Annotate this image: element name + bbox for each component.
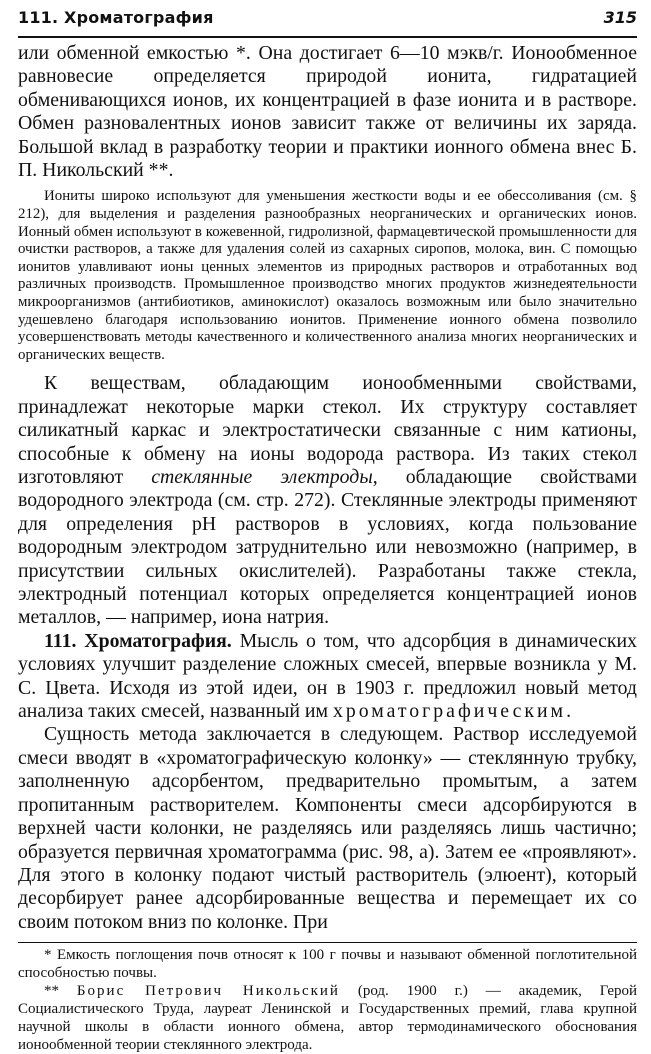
footnote-2-name: Борис Петрович Никольский (76, 983, 340, 1000)
glass-electrodes-term: стеклянные электроды (151, 466, 373, 488)
paragraph-chromatography-intro (18, 630, 637, 724)
chromatographic-term: хроматографическим. (332, 700, 575, 723)
footnote-1: * Емкость поглощения почв относят к 100 г почвы и называют обменной поглотительной способностью почвы. (18, 947, 637, 982)
footnote-2-mark: ** (44, 983, 77, 1000)
page-number: 315 (603, 8, 637, 27)
paragraph-ion-exchange-capacity: или обменной емкостью *. Она достигает 6—10 мэкв/г. Ионообменное равновесие определяется природой ионита, гидратацией обменивающихся ионов, их концентрацией в фазе ионита и в растворе. Обмен разновалентных ионов зависит также от величины их заряда. Большой вклад в разработку теории и практики ионного обмена внес Б. П. Никольский **. (18, 42, 637, 182)
glass-text-a: К веществам, обладающим ионообменными свойствами, принадлежат некоторые марки стекол. Их структуру составляет силикатный каркас и электростатически связанные с ним катионы, способные к обмену на ионы водорода раствора. Из таких стекол изготовляют (18, 372, 637, 488)
footnote-2 (18, 982, 637, 1054)
page-body (18, 42, 637, 1054)
section-title: 111. Хроматография (18, 8, 214, 27)
glass-text-b: , обладающие свойствами водородного электрода (см. стр. 272). Стеклянные электроды применяют для определения pH растворов в условиях, когда пользование водородным электродом затруднительно или невозможно (например, в присутствии сильных окислителей). Разработаны также стекла, электродный потенциал которых определяется концентрацией ионов металлов, — например, иона натрия. (18, 466, 637, 629)
paragraph-method-essence: Сущность метода заключается в следующем. Раствор исследуемой смеси вводят в «хроматографическую колонку» — стеклянную трубку, заполненную адсорбентом, предварительно промытым, а затем пропитанным растворителем. Компоненты смеси адсорбируются в верхней части колонки, не разделяясь или разделяясь лишь частично; образуется первичная хроматограмма (рис. 98, а). Затем ее «проявляют». Для этого в колонку подают чистый растворитель (элюент), который десорбирует ранее адсорбированные вещества и перемещает их со своим потоком вниз по колонке. При (18, 723, 637, 933)
running-header (18, 8, 637, 38)
chromatography-section-heading: 111. Хроматография. (44, 629, 232, 652)
small-print-ionite-applications: Иониты широко используют для уменьшения жесткости воды и ее обессоливания (см. § 212), для выделения и разделения разнообразных неорганических и органических ионов. Ионный обмен используют в кожевенной, гидролизной, фармацевтической промышленности для очистки растворов, а также для удаления солей из сахарных сиропов, молока, вин. С помощью ионитов улавливают ионы ценных элементов из природных растворов и отработанных вод различных производств. Промышленное производство многих продуктов жизнедеятельности микроорганизмов (антибиотиков, аминокислот) оказалось возможным или было значительно удешевлено благодаря использованию ионитов. Применение ионного обмена позволило усовершенствовать методы качественного и количественного анализа многих неорганических и органических веществ. (18, 188, 637, 363)
footnote-2-text: (род. 1900 г.) — академик, Герой Социалистического Труда, лауреат Ленинской и Государственных премий, глава крупной научной школы в области ионного обмена, автор термодинамического обоснования ионообменной теории стеклянного электрода. (18, 983, 638, 1054)
chromatography-text-a: Мысль о том, что адсорбция в динамических условиях улучшит разделение сложных смесей, впервые возникла у М. С. Цвета. Исходя из этой идеи, он в 1903 г. предложил новый метод анализа таких смесей, названный им (18, 629, 637, 723)
footnotes (18, 942, 637, 1054)
paragraph-glass-electrodes (18, 372, 637, 629)
